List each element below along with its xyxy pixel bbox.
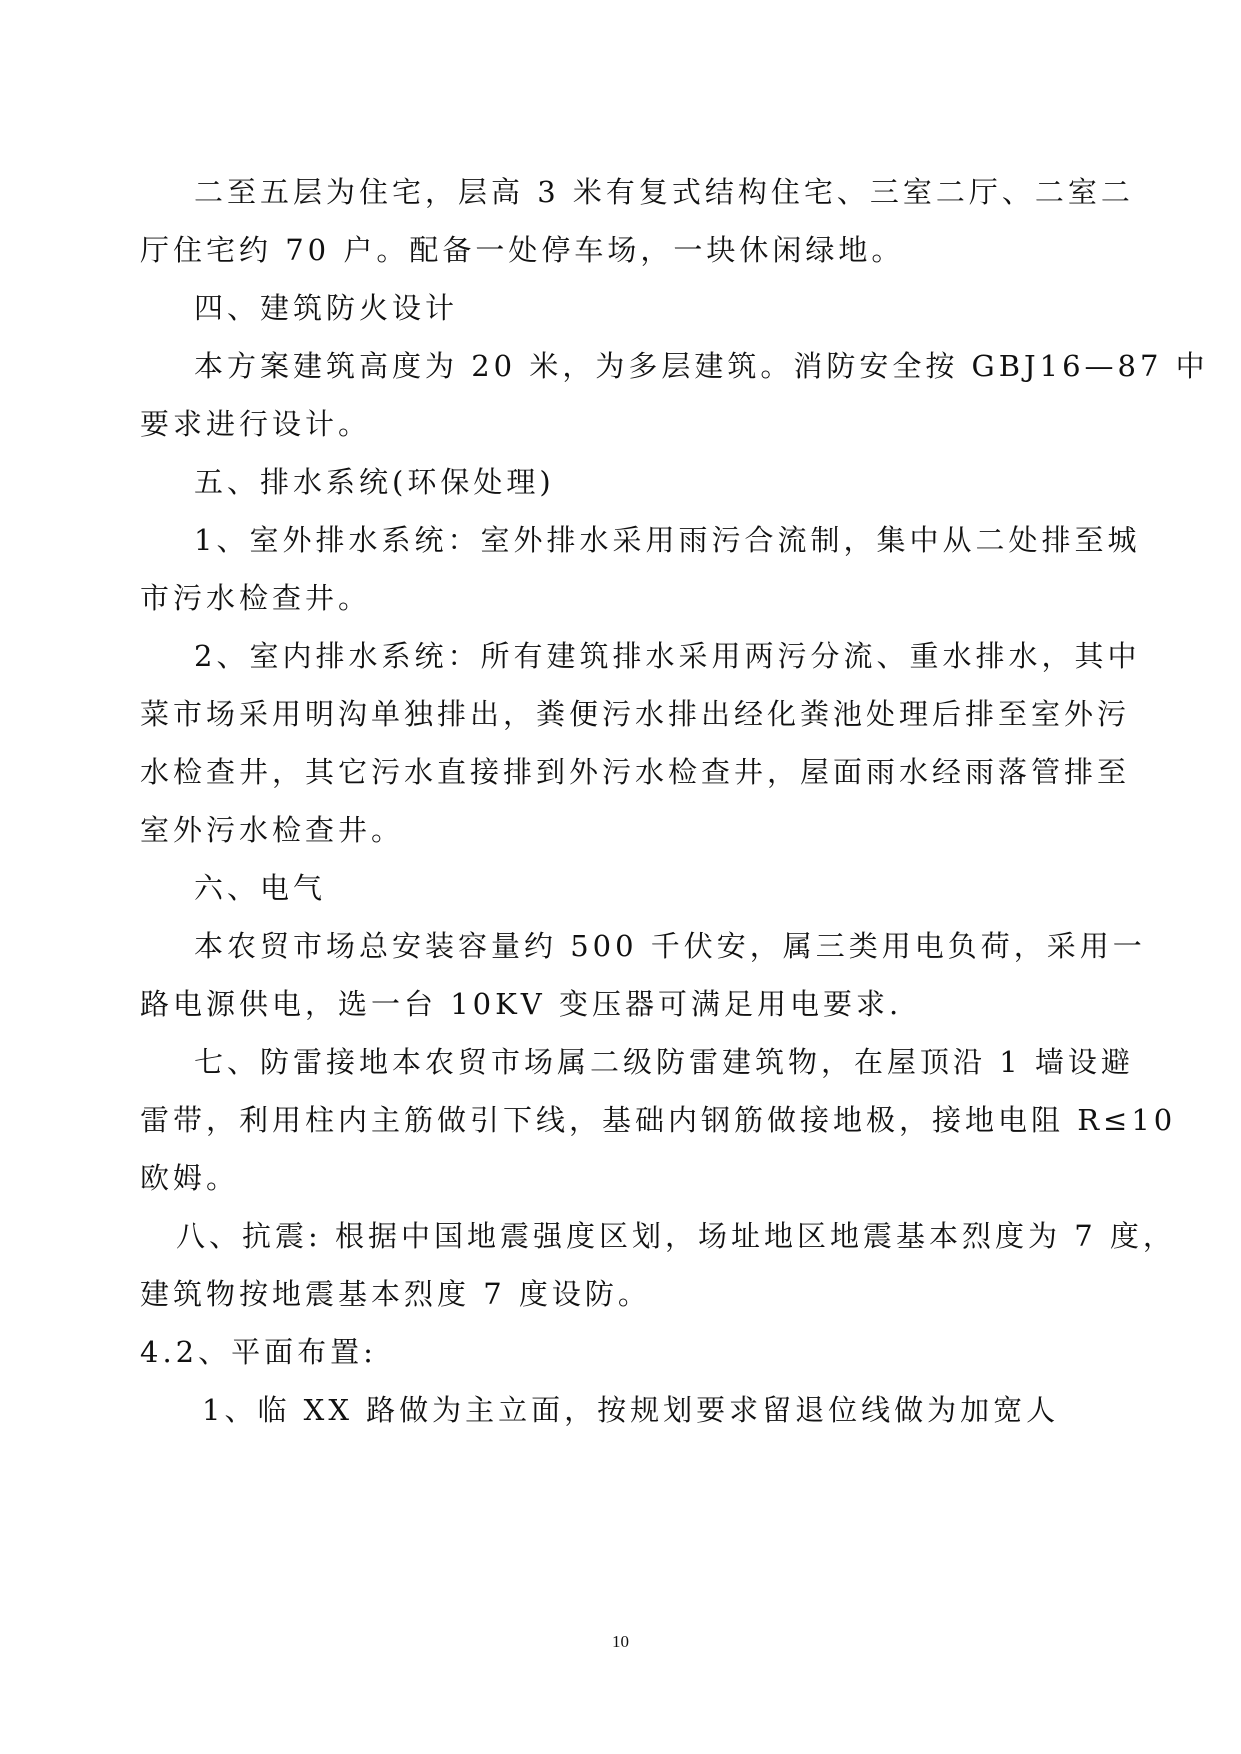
text-line: 雷带，利用柱内主筋做引下线，基础内钢筋做接地极，接地电阻 R≤10: [140, 1103, 1177, 1137]
text-line: 水检查井，其它污水直接排到外污水检查井，屋面雨水经雨落管排至: [140, 755, 1131, 789]
text-line: 厅住宅约 70 户。配备一处停车场，一块休闲绿地。: [140, 233, 905, 267]
page-number: 10: [612, 1632, 629, 1651]
text-line: 本农贸市场总安装容量约 500 千伏安，属三类用电负荷，采用一: [194, 929, 1146, 963]
text-line: 本方案建筑高度为 20 米，为多层建筑。消防安全按 GBJ16—87 中: [194, 349, 1209, 383]
text-line: 1、临 XX 路做为主立面，按规划要求留退位线做为加宽人: [202, 1393, 1060, 1427]
text-line: 室外污水检查井。: [140, 813, 405, 847]
section-heading: 六、电气: [194, 871, 327, 905]
text-line: 欧姆。: [140, 1161, 240, 1195]
text-line: 1、室外排水系统：室外排水采用雨污合流制，集中从二处排至城: [194, 523, 1141, 557]
section-heading: 五、排水系统(环保处理): [194, 465, 555, 499]
section-heading: 四、建筑防火设计: [194, 291, 459, 325]
text-line: 菜市场采用明沟单独排出，粪便污水排出经化粪池处理后排至室外污: [140, 697, 1131, 731]
section-heading: 4.2、平面布置:: [140, 1335, 377, 1369]
text-line: 要求进行设计。: [140, 407, 372, 441]
text-line: 建筑物按地震基本烈度 7 度设防。: [140, 1277, 651, 1311]
text-line: 路电源供电，选一台 10KV 变压器可满足用电要求.: [140, 987, 903, 1021]
text-line: 市污水检查井。: [140, 581, 372, 615]
text-line: 2、室内排水系统：所有建筑排水采用两污分流、重水排水，其中: [194, 639, 1141, 673]
text-line: 二至五层为住宅，层高 3 米有复式结构住宅、三室二厅、二室二: [194, 175, 1134, 209]
text-line: 八、抗震: 根据中国地震强度区划，场址地区地震基本烈度为 7 度，: [176, 1219, 1176, 1253]
text-line: 七、防雷接地本农贸市场属二级防雷建筑物，在屋顶沿 1 墙设避: [194, 1045, 1134, 1079]
